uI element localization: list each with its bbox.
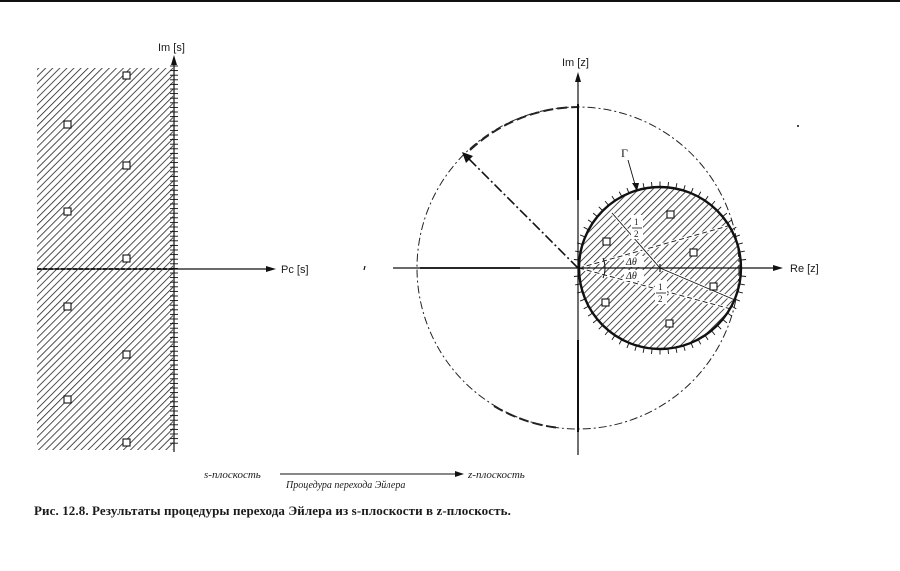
boundary-tick [635,346,636,351]
pole-marker [710,283,717,290]
procedure-label: Процедура перехода Эйлера [286,480,406,491]
boundary-tick [599,207,603,211]
left-half-plane-hatch [37,68,173,450]
from-plane-label: s-плоскость [204,469,261,481]
boundary-tick [705,196,708,200]
boundary-tick [652,182,653,187]
boundary-tick [741,276,746,277]
boundary-tick [728,313,732,316]
boundary-tick [738,292,743,293]
contour-gamma-label: Γ [621,146,628,160]
boundary-tick [605,331,608,335]
z-imag-axis-label: Im [z] [562,57,589,69]
boundary-tick [619,340,621,344]
mapping-arrowhead [455,471,464,477]
boundary-tick [738,243,743,244]
boundary-tick [668,349,669,354]
s-imag-axis-arrow [171,55,177,65]
half-bottom-denominator: 2 [658,294,663,304]
s-real-axis-label: Pc [s] [281,264,309,276]
boundary-tick [619,192,621,196]
pole-marker [123,72,130,79]
boundary-tick [593,213,597,216]
boundary-tick [599,326,603,330]
mapping-legend [204,469,525,491]
pole-marker [123,255,130,262]
figure-caption: Рис. 12.8. Результаты процедуры перехода Эйлера из s-плоскости в z-плоскость. [34,503,511,518]
boundary-tick [684,185,685,190]
boundary-tick [643,348,644,353]
boundary-tick [580,235,585,237]
boundary-tick [643,183,644,188]
boundary-tick [584,306,588,308]
z-real-axis-arrow [773,265,783,271]
boundary-tick [668,182,669,187]
boundary-tick [728,220,732,223]
pole-marker [64,396,71,403]
boundary-tick [723,213,727,216]
boundary-tick [712,331,715,335]
stray-mark [364,266,365,270]
pole-marker [64,303,71,310]
boundary-tick [676,348,677,353]
pole-marker [123,351,130,358]
z-real-axis-label: Re [z] [790,263,819,275]
half-bottom-numerator: 1 [658,282,663,292]
s-plane [37,42,309,452]
unit-circle-heavy-arc-bottom [494,406,560,428]
boundary-tick [712,201,715,205]
half-top-numerator: 1 [634,217,639,227]
to-plane-label: z-плоскость [468,469,525,481]
pole-marker [123,439,130,446]
pole-marker [667,211,674,218]
boundary-tick [718,326,722,330]
boundary-tick [652,349,653,354]
boundary-tick [593,320,597,323]
boundary-tick [676,183,677,188]
pole-marker [603,238,610,245]
pole-marker [64,208,71,215]
boundary-tick [740,284,745,285]
boundary-tick [691,343,693,348]
boundary-tick [584,227,588,229]
pole-marker [690,249,697,256]
pole-marker [666,320,673,327]
boundary-tick [605,201,608,205]
delta-theta-top: Δθ [626,257,637,268]
z-plane [364,57,819,455]
s-real-axis-arrow [266,266,276,272]
boundary-tick [705,336,708,340]
boundary-tick [612,336,615,340]
boundary-tick [718,207,722,211]
boundary-tick [691,188,693,193]
stray-dot [797,125,799,127]
unit-circle-heavy-arc [470,107,578,150]
delta-theta-bottom: Δθ [626,271,637,282]
boundary-tick [580,299,585,301]
radius-arrow-shaft [468,158,578,268]
boundary-tick [627,188,629,193]
boundary-tick [698,192,700,196]
boundary-tick [588,313,592,316]
half-top-denominator: 2 [634,229,639,239]
pole-marker [64,121,71,128]
boundary-tick [723,320,727,323]
boundary-tick [684,346,685,351]
boundary-tick [698,340,700,344]
boundary-tick [612,196,615,200]
boundary-tick [741,260,746,261]
boundary-tick [740,251,745,252]
pole-marker [123,162,130,169]
pole-marker [602,299,609,306]
z-imag-axis-arrow [575,72,581,82]
s-imag-axis-label: Im [s] [158,42,185,54]
boundary-tick [627,343,629,348]
boundary-tick [588,220,592,223]
